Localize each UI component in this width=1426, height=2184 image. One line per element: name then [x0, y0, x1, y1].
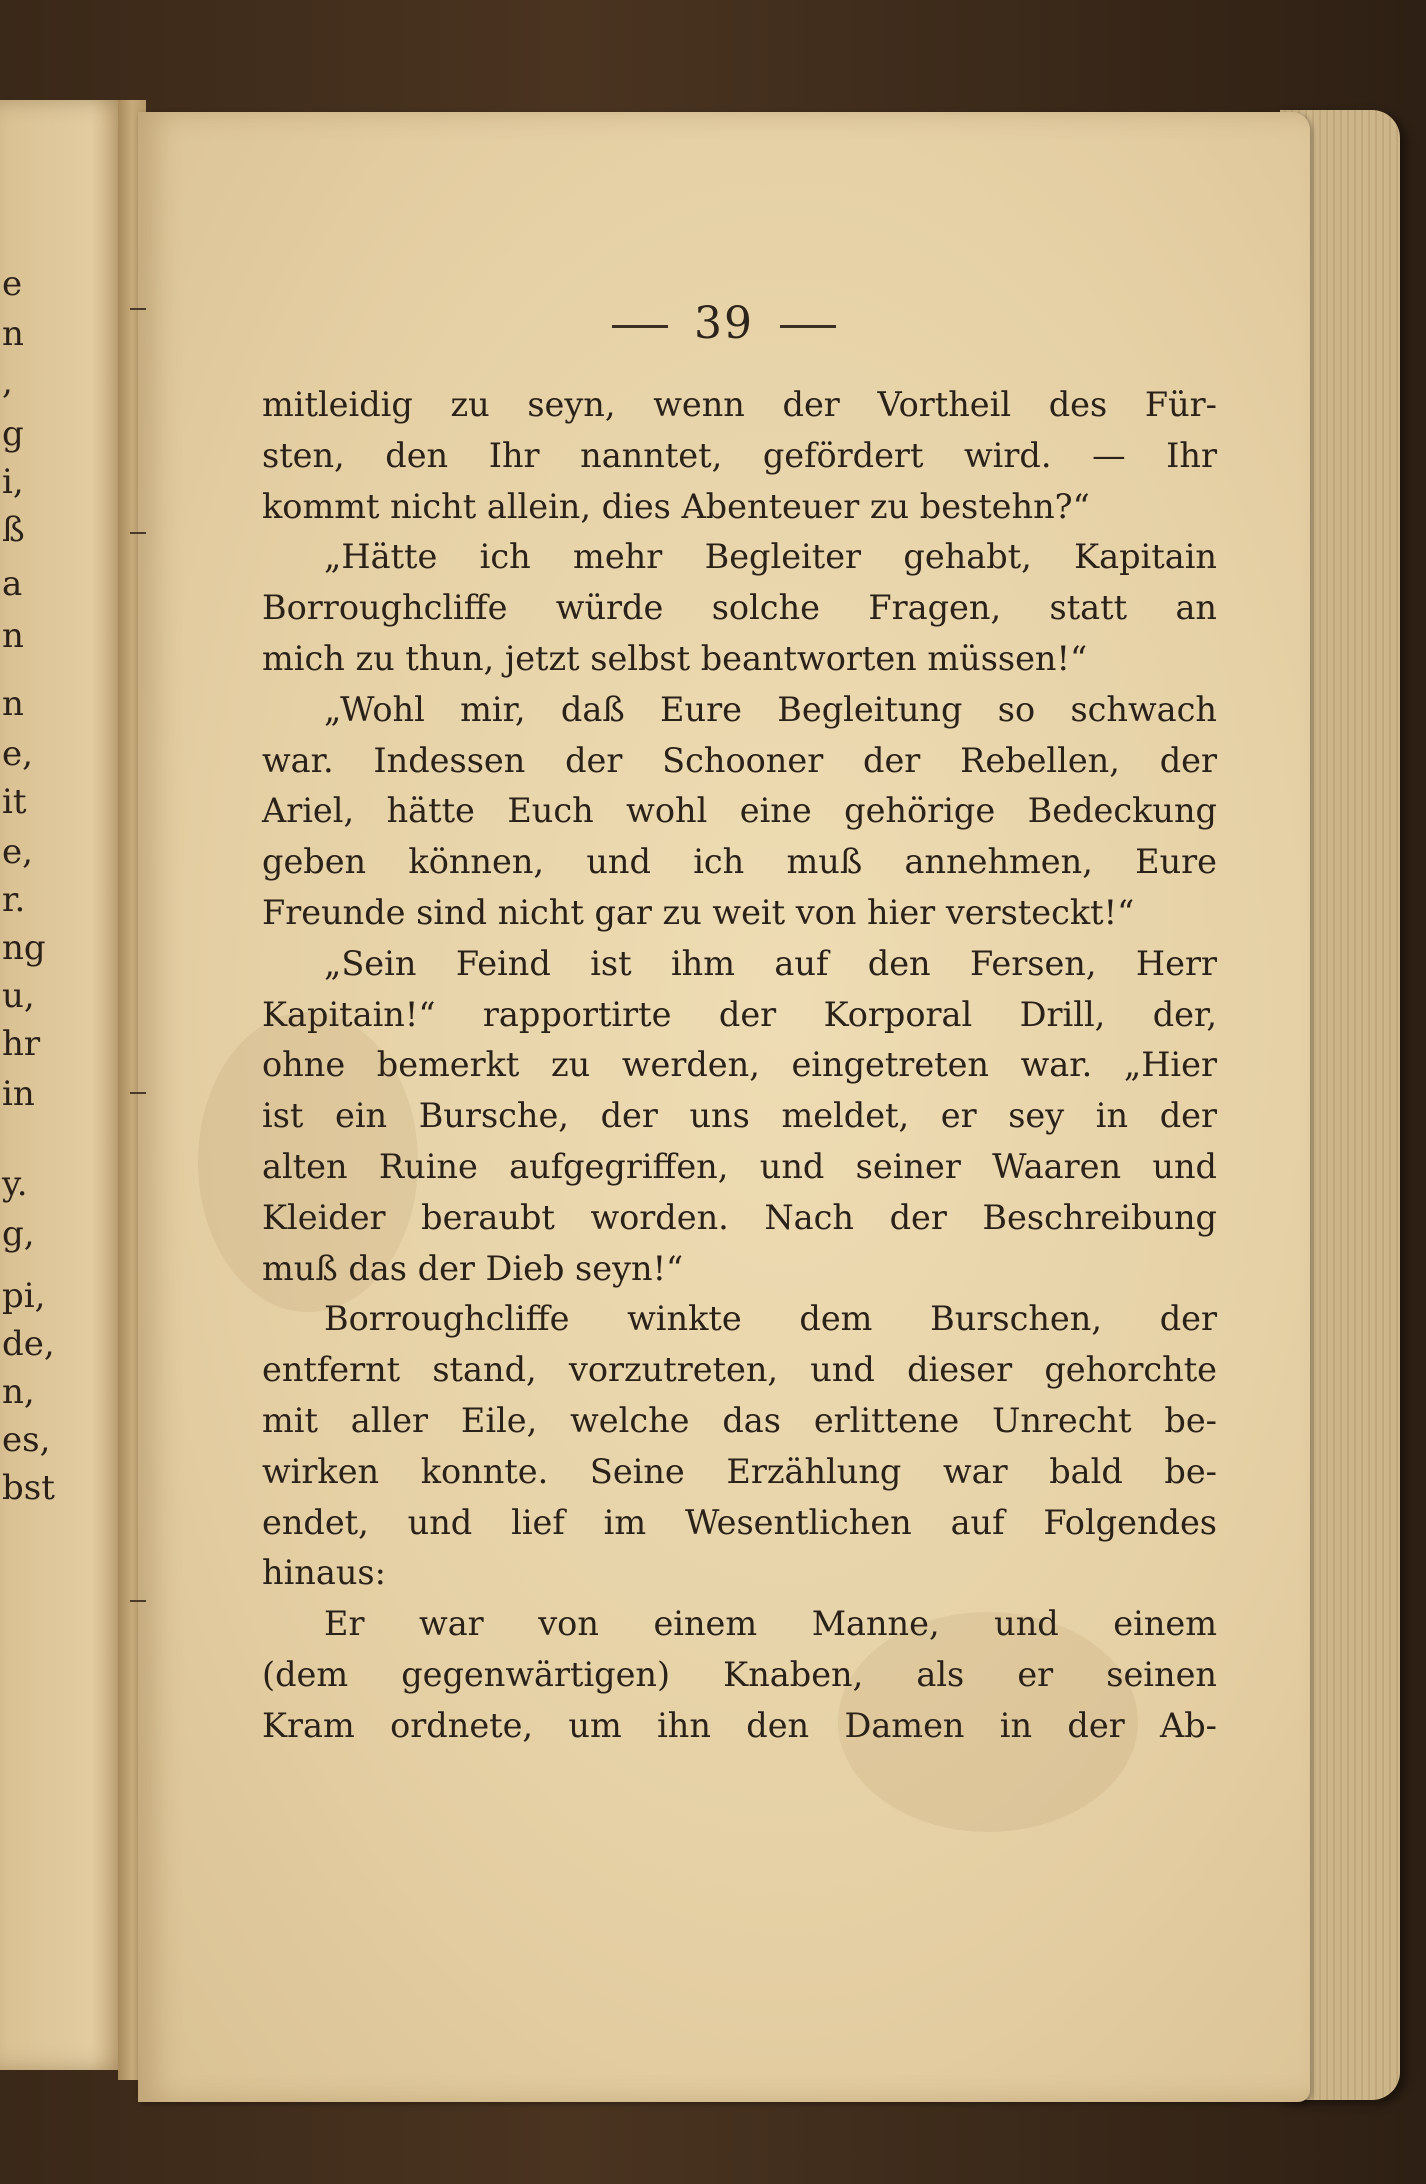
left-page-fragment: ng — [2, 928, 46, 968]
left-page-fragment: n — [2, 314, 24, 354]
text-line: entfernt stand, vorzutreten, und dieser gehorchte — [262, 1350, 1217, 1390]
left-page-fragment: bst — [2, 1468, 55, 1508]
text-line: Er war von einem Manne, und einem — [324, 1604, 1217, 1644]
text-line: Kapitain!“ rapportirte der Korporal Drill, der, — [262, 994, 1217, 1034]
text-line: wirken konnte. Seine Erzählung war bald be- — [262, 1451, 1217, 1491]
text-line: (dem gegenwärtigen) Knaben, als er seinen — [262, 1654, 1217, 1694]
left-page-fragment: g — [2, 414, 24, 454]
left-page-fragment: r. — [2, 880, 26, 920]
page-header — [138, 298, 1310, 349]
text-line: endet, und lief im Wesentlichen auf Folgendes — [262, 1502, 1217, 1542]
left-page-fragment: in — [2, 1074, 35, 1114]
left-page-fragment: u, — [2, 976, 35, 1016]
text-line: ohne bemerkt zu werden, eingetreten war. „Hier — [262, 1045, 1217, 1085]
text-line: alten Ruine aufgegriffen, und seiner Waaren und — [262, 1146, 1217, 1186]
margin-mark — [130, 532, 146, 534]
text-line: geben können, und ich muß annehmen, Eure — [262, 842, 1217, 882]
text-line: ist ein Bursche, der uns meldet, er sey in der — [262, 1096, 1217, 1136]
left-page-fragment: a — [2, 564, 23, 604]
text-line: Ariel, hätte Euch wohl eine gehörige Bedeckung — [262, 791, 1217, 831]
text-line: mich zu thun, jetzt selbst beantworten müssen!“ — [262, 638, 1088, 678]
left-page-fragment: n — [2, 616, 24, 656]
text-line: „Sein Feind ist ihm auf den Fersen, Herr — [324, 943, 1217, 983]
text-line: Borroughcliffe würde solche Fragen, statt an — [262, 588, 1217, 628]
text-line: Borroughcliffe winkte dem Burschen, der — [324, 1299, 1217, 1339]
header-dash — [780, 325, 836, 328]
text-line: war. Indessen der Schooner der Rebellen, der — [262, 740, 1217, 780]
text-line: mit aller Eile, welche das erlittene Unrecht be- — [262, 1400, 1217, 1440]
text-line: Freunde sind nicht gar zu weit von hier versteckt!“ — [262, 892, 1135, 932]
left-page-fragment: it — [2, 782, 27, 822]
left-page-fragment: hr — [2, 1024, 41, 1064]
text-line: mitleidig zu seyn, wenn der Vortheil des Für- — [262, 385, 1217, 424]
margin-mark — [130, 308, 146, 310]
margin-mark — [130, 1600, 146, 1602]
left-page-fragment: pi, — [2, 1276, 46, 1316]
left-page-fragment: n, — [2, 1372, 35, 1412]
header-dash — [612, 325, 668, 328]
left-facing-page — [0, 100, 130, 2070]
text-line: kommt nicht allein, dies Abenteuer zu bestehn?“ — [262, 486, 1090, 526]
left-page-fragment: ß — [2, 510, 25, 550]
right-page — [138, 112, 1310, 2102]
page-number: 39 — [694, 298, 754, 349]
body-text — [262, 380, 1217, 1752]
text-line: „Hätte ich mehr Begleiter gehabt, Kapitain — [324, 537, 1217, 577]
left-page-fragment: e, — [2, 832, 33, 872]
left-page-fragment: y. — [2, 1164, 28, 1204]
left-page-fragment: e, — [2, 734, 33, 774]
text-line: muß das der Dieb seyn!“ — [262, 1248, 684, 1288]
left-page-fragment: n — [2, 684, 24, 724]
text-line: Kleider beraubt worden. Nach der Beschreibung — [262, 1197, 1217, 1237]
text-line: Kram ordnete, um ihn den Damen in der Ab- — [262, 1705, 1217, 1745]
text-line: sten, den Ihr nanntet, gefördert wird. — Ihr — [262, 435, 1217, 475]
margin-mark — [130, 1092, 146, 1094]
text-line: hinaus: — [262, 1553, 386, 1593]
left-page-fragment: e — [2, 264, 23, 304]
left-page-fragment: g, — [2, 1214, 35, 1254]
left-page-fragment: i, — [2, 462, 24, 502]
left-page-fragment: de, — [2, 1324, 55, 1364]
text-line: „Wohl mir, daß Eure Begleitung so schwach — [324, 689, 1217, 729]
left-page-fragment: , — [2, 362, 13, 402]
left-page-fragment: es, — [2, 1420, 51, 1460]
